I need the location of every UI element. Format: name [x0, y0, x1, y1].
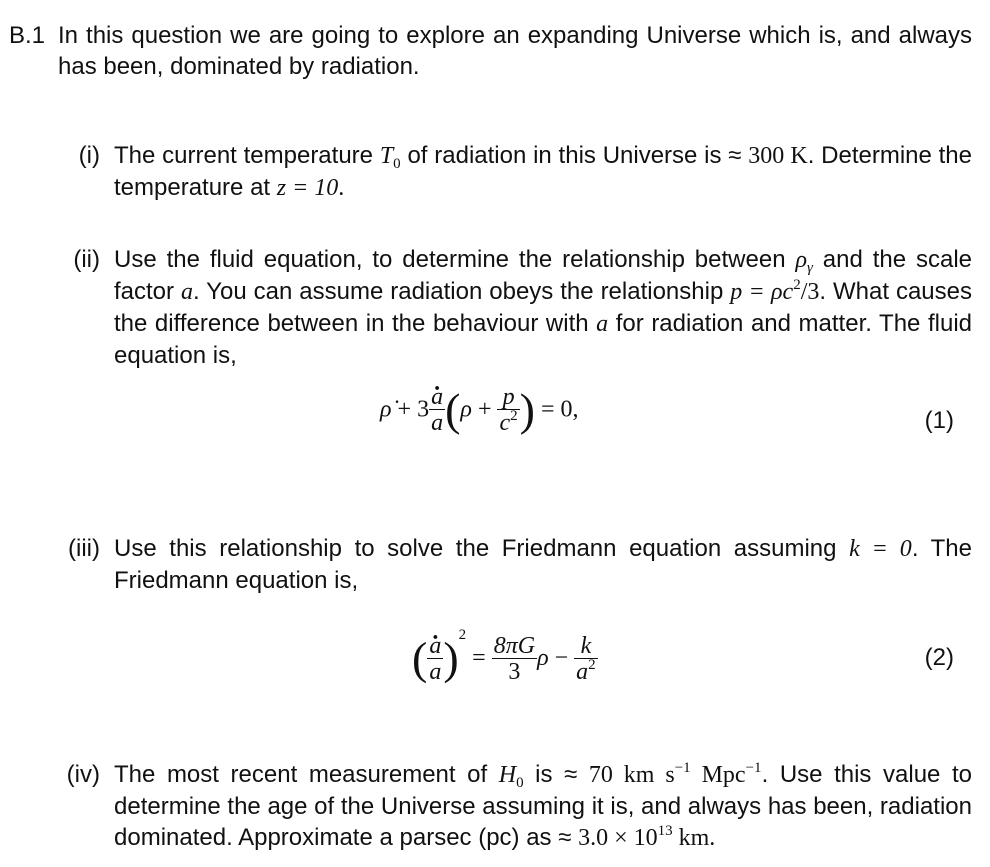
part-i-text: The current temperature $T_0$ of radiation in this Universe is ≈ 300 K. Determine the temperature at z = 10.: [114, 142, 973, 201]
fluid-equation: ρ̇ + 3 . $\frac{a}{a}$ (ρ + $\frac{p}{c^2}$ ) = 0, (1): [380, 385, 972, 455]
part-iv-text: The most recent measurement of $H_0$ is ≈ 70 km $s^{-1}$ Mpc$^{-1}$. Use this value to determine the age of the Universe assuming it is, and always has been, radiation dominated. Approximate a parsec (pc) as ≈ $3.0 \times 10^{13}$ km.: [114, 760, 972, 851]
part-ii-text: Use the fluid equation, to determine the relationship between $\rho_\gamma$ and the scale factor a. You can assume radiation obeys the relationship $p = \rho c^2/3$. What causes the difference between in the behaviour with a for radiation and matter. The fluid equation is,: [114, 246, 973, 369]
part-label-iii: (iii): [68, 535, 100, 562]
adot-over-a: . $\frac{a}{a}$: [427, 634, 443, 684]
equation-number-2: (2): [924, 644, 954, 671]
friedmann-equation: ( . $\frac{a}{a}$ )$^2$ = $\frac{8\pi G}{3}$ ρ − $\frac{k}{a^2}$ (2): [412, 620, 972, 690]
part-label-iv: (iv): [66, 761, 100, 788]
p-over-c2: $\frac{p}{c^2}$: [499, 384, 518, 436]
part-iii-text: Use this relationship to solve the Friedmann equation assuming k = 0. The Friedmann equation is,: [114, 535, 973, 594]
equation-number-1: (1): [924, 407, 954, 434]
adot-over-a: . $\frac{a}{a}$: [429, 385, 445, 435]
k-over-a2: $\frac{k}{a^2}$: [576, 632, 596, 685]
part-label-i: (i): [78, 142, 100, 169]
eight-pi-g-over-3: $\frac{8\pi G}{3}$: [493, 632, 536, 685]
part-label-ii: (ii): [73, 246, 100, 273]
question-intro: In this question we are going to explore an expanding Universe which is, and always has been, dominated by radiation.: [58, 22, 972, 80]
question-number: B.1: [9, 22, 46, 49]
